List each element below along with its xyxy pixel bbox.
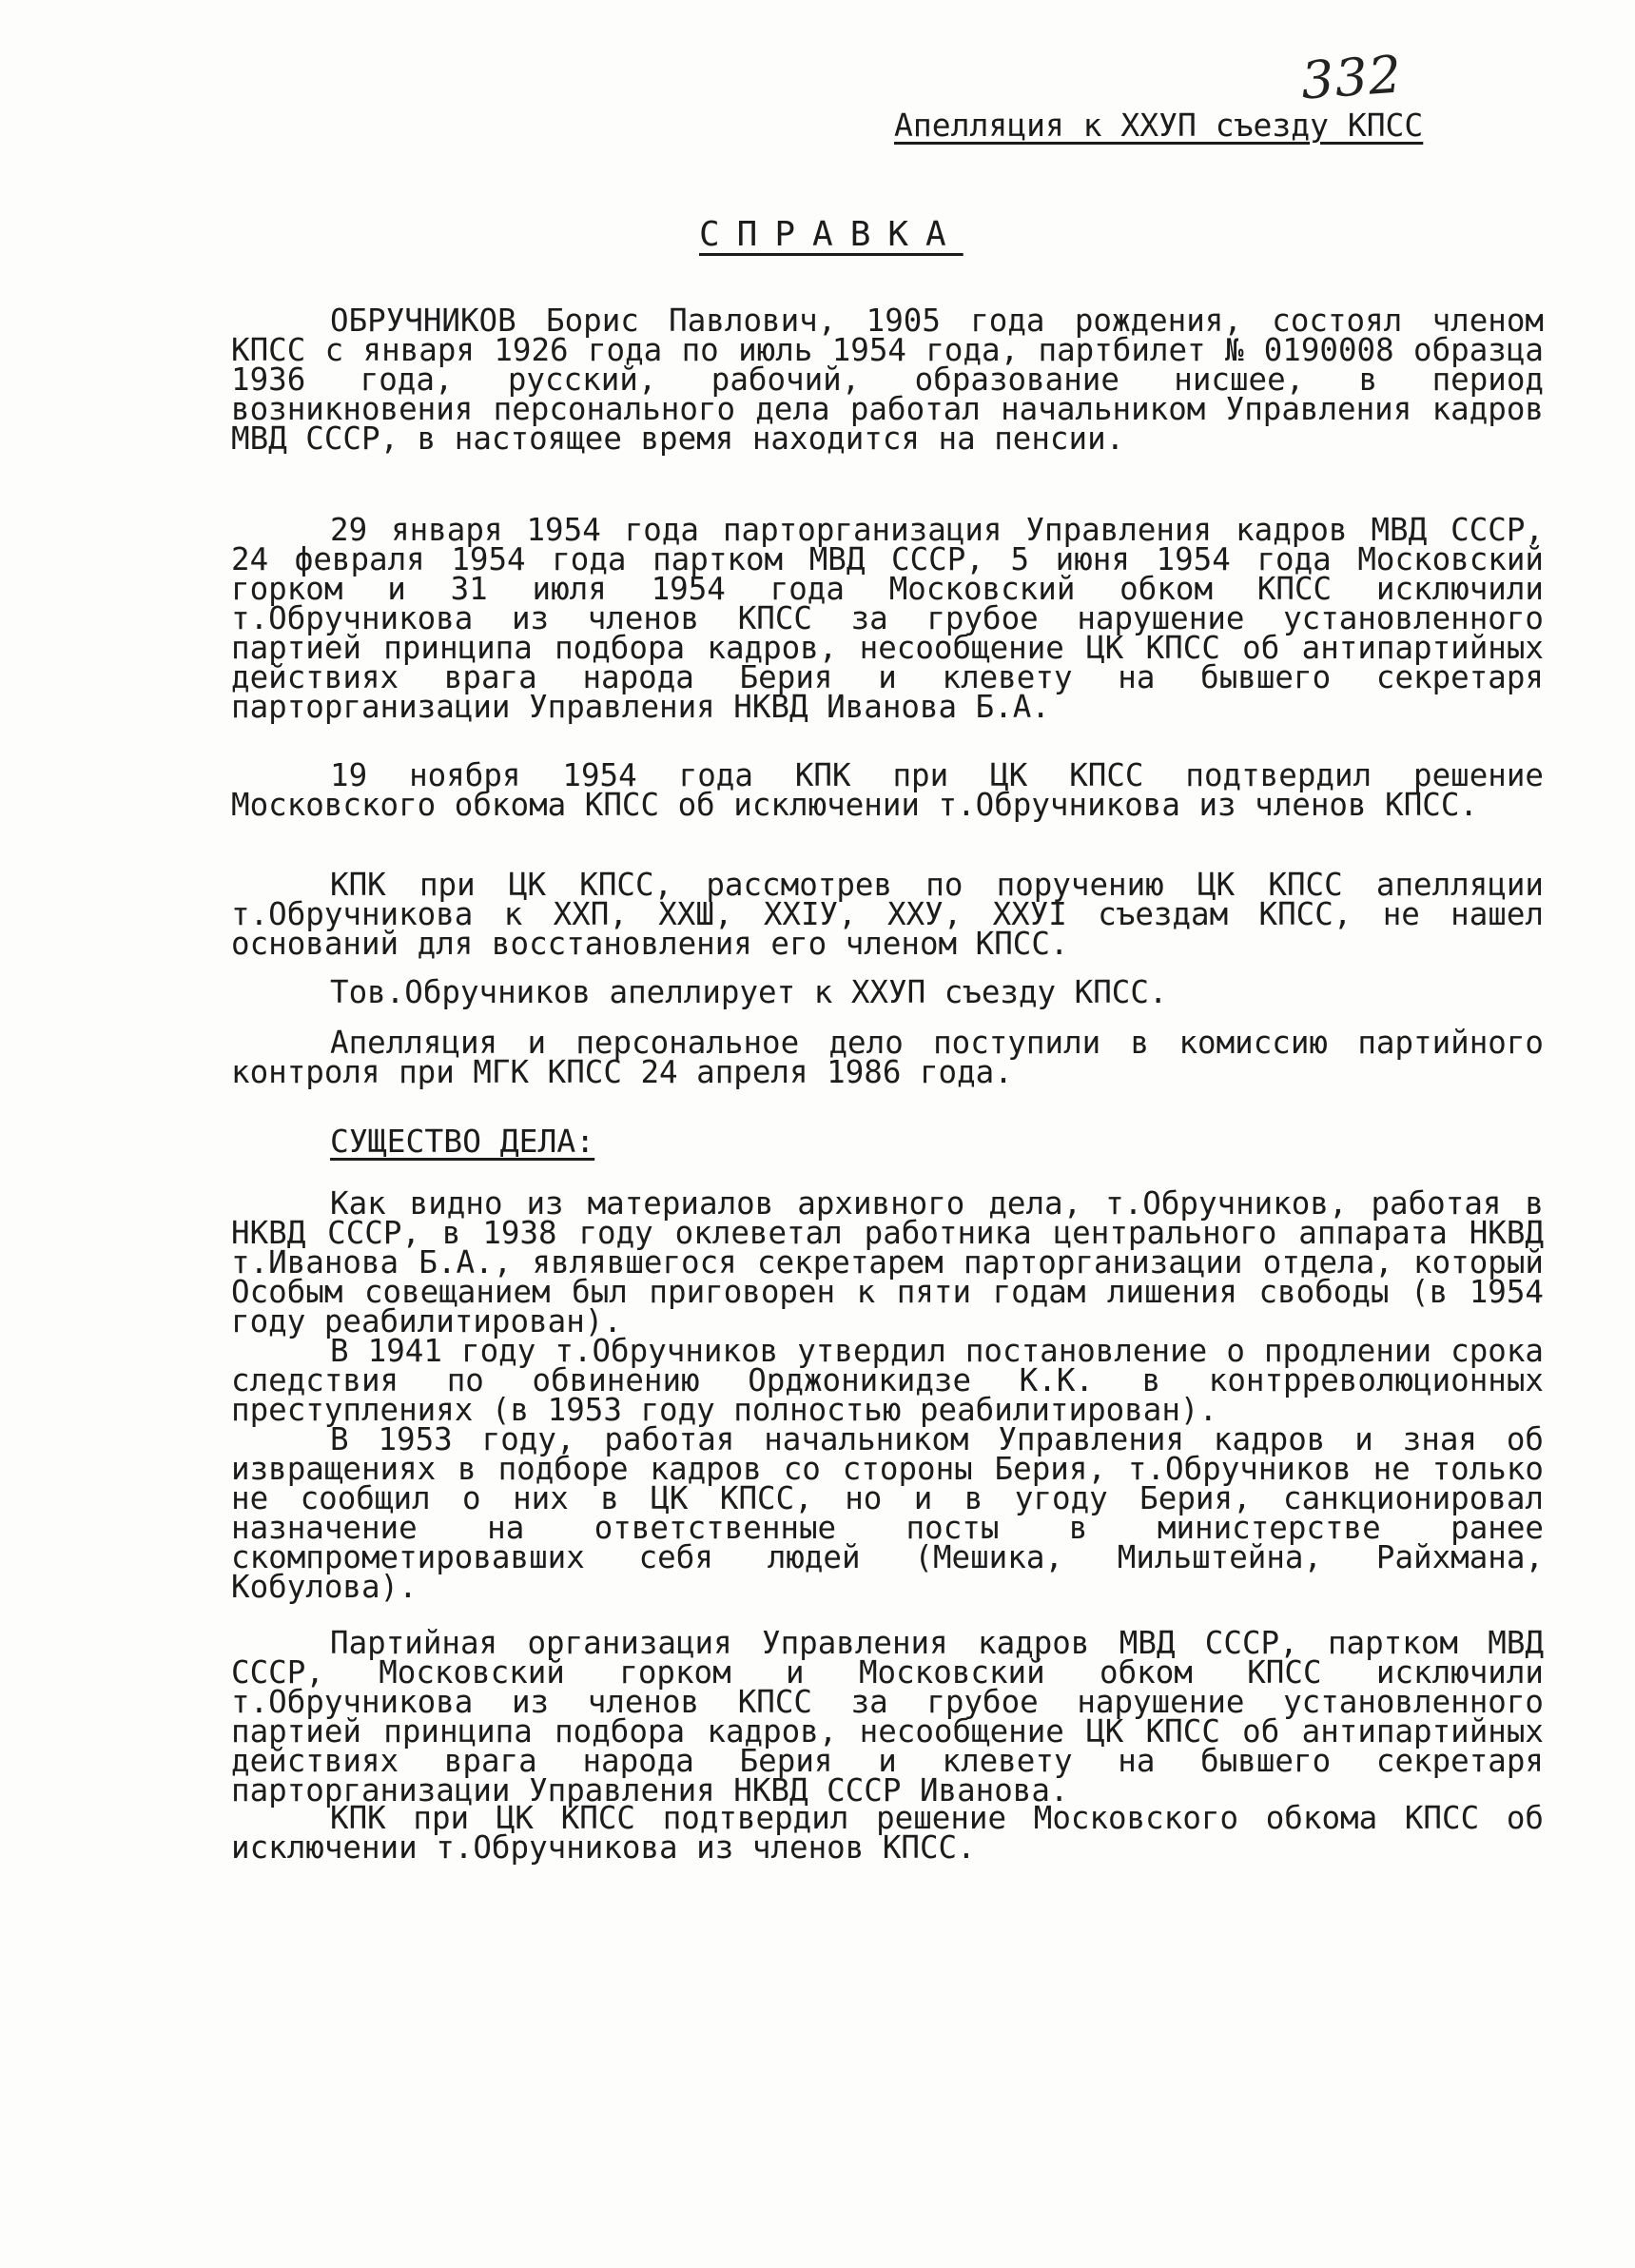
folio-number: 332 (1298, 44, 1405, 111)
paragraph-appeals-history: КПК при ЦК КПСС, рассмотрев по поручению ЦК КПСС апелляции т.Обручникова к ХХП, ХХШ, XXIУ, ХХУ, ХХУI съездам КПСС, не нашел оснований для восстановления его членом КПСС. (231, 867, 1544, 962)
document-header: Апелляция к ХХУП съезду КПСС (894, 107, 1424, 144)
paragraph-slander: Как видно из материалов архивного дела, т.Обручников, работая в НКВД СССР, в 1938 году оклеветал работника центрального аппарата НКВД т.Иванова Б.А., являвшегося секретарем парторганизации отдела, который Особым совещанием был приговорен к пяти годам лишения свободы (в 1954 году реабилитирован). (231, 1185, 1544, 1339)
paragraph-exclusion: 29 января 1954 года парторганизация Управления кадров МВД СССР, 24 февраля 1954 года партком МВД СССР, 5 июня 1954 года Московский горком и 31 июля 1954 года Московский обком КПСС исключили т.Обручникова из членов КПСС за грубое нарушение установленного партией принципа подбора кадров, несообщение ЦК КПСС об антипартийных действиях врага народа Берия и клевету на бывшего секретаря парторганизации Управления НКВД Иванова Б.А. (231, 512, 1544, 725)
paragraph-current-appeal: Тов.Обручников апеллирует к ХХУП съезду КПСС. (330, 974, 1168, 1010)
document-title: СПРАВКА (699, 215, 963, 254)
paragraph-party-exclusion: Партийная организация Управления кадров МВД СССР, партком МВД СССР, Московский горком и Московский обком КПСС исключили т.Обручникова из членов КПСС за грубое нарушение установленного партией принципа подбора кадров, несообщение ЦК КПСС об антипартийных действиях врага народа Берия и клевету на бывшего секретаря парторганизации Управления НКВД СССР Иванова. (231, 1625, 1544, 1809)
section-heading: СУЩЕСТВО ДЕЛА: (330, 1123, 595, 1160)
paragraph-biography: ОБРУЧНИКОВ Борис Павлович, 1905 года рождения, состоял членом КПСС с января 1926 года по июль 1954 года, партбилет № 0190008 образца 1936 года, русский, рабочий, образование нисшее, в период возникновения персонального дела работал начальником Управления кадров МВД СССР, в настоящее время находится на пенсии. (231, 303, 1544, 457)
paragraph-ordzhonikidze: В 1941 году т.Обручников утвердил постановление о продлении срока следствия по обвинению Орджоникидзе К.К. в контрреволюционных преступлениях (в 1953 году полностью реабилитирован). (231, 1333, 1544, 1428)
paragraph-kpk-final: КПК при ЦК КПСС подтвердил решение Московского обкома КПСС об исключении т.Обручникова из членов КПСС. (231, 1800, 1544, 1866)
paragraph-kpk-confirmation: 19 ноября 1954 года КПК при ЦК КПСС подтвердил решение Московского обкома КПСС об исключении т.Обручникова из членов КПСС. (231, 757, 1544, 823)
paragraph-beria-appointments: В 1953 году, работая начальником Управления кадров и зная об извращениях в подборе кадров со стороны Берия, т.Обручников не только не сообщил о них в ЦК КПСС, но и в угоду Берия, санкционировал назначение на ответственные посты в министерстве ранее скомпрометировавших себя людей (Мешика, Мильштейна, Райхмана, Кобулова). (231, 1421, 1544, 1605)
paragraph-appeal-received: Апелляция и персональное дело поступили в комиссию партийного контроля при МГК КПСС 24 апреля 1986 года. (231, 1025, 1544, 1090)
